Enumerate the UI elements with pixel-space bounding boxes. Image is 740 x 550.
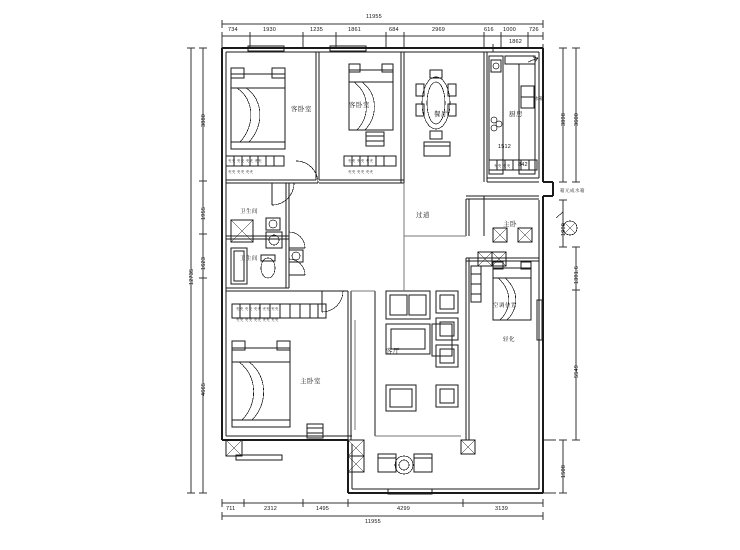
dim-top-4: 1861 bbox=[348, 27, 362, 33]
dim-top-6: 2969 bbox=[432, 27, 446, 33]
room-label-master-bedroom: 主卧室 bbox=[300, 378, 321, 385]
dim-bottom-4: 4299 bbox=[397, 506, 411, 512]
dim-right-3600: 3600 bbox=[574, 112, 580, 126]
room-label-bedroom-2: 客卧室 bbox=[349, 102, 370, 109]
dim-interior-842: 842 bbox=[518, 162, 528, 168]
dim-top-9: 726 bbox=[529, 27, 539, 33]
closet-label-2b: 夹夹 夹夹 夹夹 bbox=[348, 170, 374, 174]
dim-right-5549: 5549 bbox=[574, 364, 580, 378]
room-label-dressing: 轻化 bbox=[503, 337, 516, 343]
annotation-fridge: 冰箱 bbox=[534, 96, 544, 101]
dim-bottom-3: 1495 bbox=[316, 506, 330, 512]
dim-right-1508: 1508 bbox=[561, 464, 567, 478]
dim-top-2: 1930 bbox=[263, 27, 277, 33]
dim-interior-1512: 1512 bbox=[498, 144, 512, 150]
closet-label-2a: 夹夹 夹夹 夹夹 bbox=[348, 159, 374, 163]
room-label-living: 客厅 bbox=[386, 348, 400, 355]
dim-total-width-top: 11955 bbox=[366, 14, 382, 20]
room-label-bathroom-2: 卫生间 bbox=[240, 256, 259, 262]
annotation-water-tank: 箱元成水箱 bbox=[560, 188, 585, 193]
room-label-ac-position: 空调位置 bbox=[493, 303, 518, 309]
dim-right-1391: 1391.6 bbox=[574, 265, 580, 284]
room-label-corridor: 过道 bbox=[416, 212, 430, 219]
dim-top-1: 734 bbox=[228, 27, 238, 33]
dim-top-5: 684 bbox=[389, 27, 399, 33]
room-label-kitchen: 厨房 bbox=[509, 111, 523, 118]
closet-label-3a: 夹夹 夹夹 夹夹 夹夹 夹夹 bbox=[236, 307, 279, 311]
room-label-master: 主卧 bbox=[503, 221, 517, 228]
room-label-dining: 餐厅 bbox=[434, 111, 448, 118]
room-label-bathroom-1: 卫生间 bbox=[240, 209, 259, 215]
dim-right-1900: 1900 bbox=[561, 222, 567, 236]
dim-left-1: 3880 bbox=[201, 113, 207, 127]
dim-total-height-left: 12735 bbox=[189, 268, 195, 285]
dim-bottom-2: 2312 bbox=[264, 506, 278, 512]
dim-total-width-bottom: 11955 bbox=[365, 519, 381, 525]
closet-label-4: 夹夹 夹夹 bbox=[494, 164, 511, 168]
dim-bottom-1: 711 bbox=[226, 506, 236, 512]
dim-left-3: 1623 bbox=[201, 256, 207, 270]
dim-sub-top: 1862 bbox=[509, 39, 523, 45]
dim-top-8: 1000 bbox=[503, 27, 517, 33]
dim-top-3: 1235 bbox=[310, 27, 324, 33]
dim-bottom-5: 3139 bbox=[495, 506, 509, 512]
room-label-bedroom-1: 客卧室 bbox=[291, 106, 312, 113]
dim-right-3898: 3898 bbox=[561, 112, 567, 126]
closet-label-1a: 夹夹 夹夹 夹夹 夹夹 bbox=[228, 159, 262, 163]
dim-top-7: 616 bbox=[484, 27, 494, 33]
dim-left-4: 4665 bbox=[201, 382, 207, 396]
closet-label-3b: 夹夹 夹夹 夹夹 夹夹 夹夹 bbox=[236, 318, 279, 322]
dim-left-2: 1955 bbox=[201, 206, 207, 220]
closet-label-1b: 夹夹 夹夹 夹夹 bbox=[228, 170, 254, 174]
